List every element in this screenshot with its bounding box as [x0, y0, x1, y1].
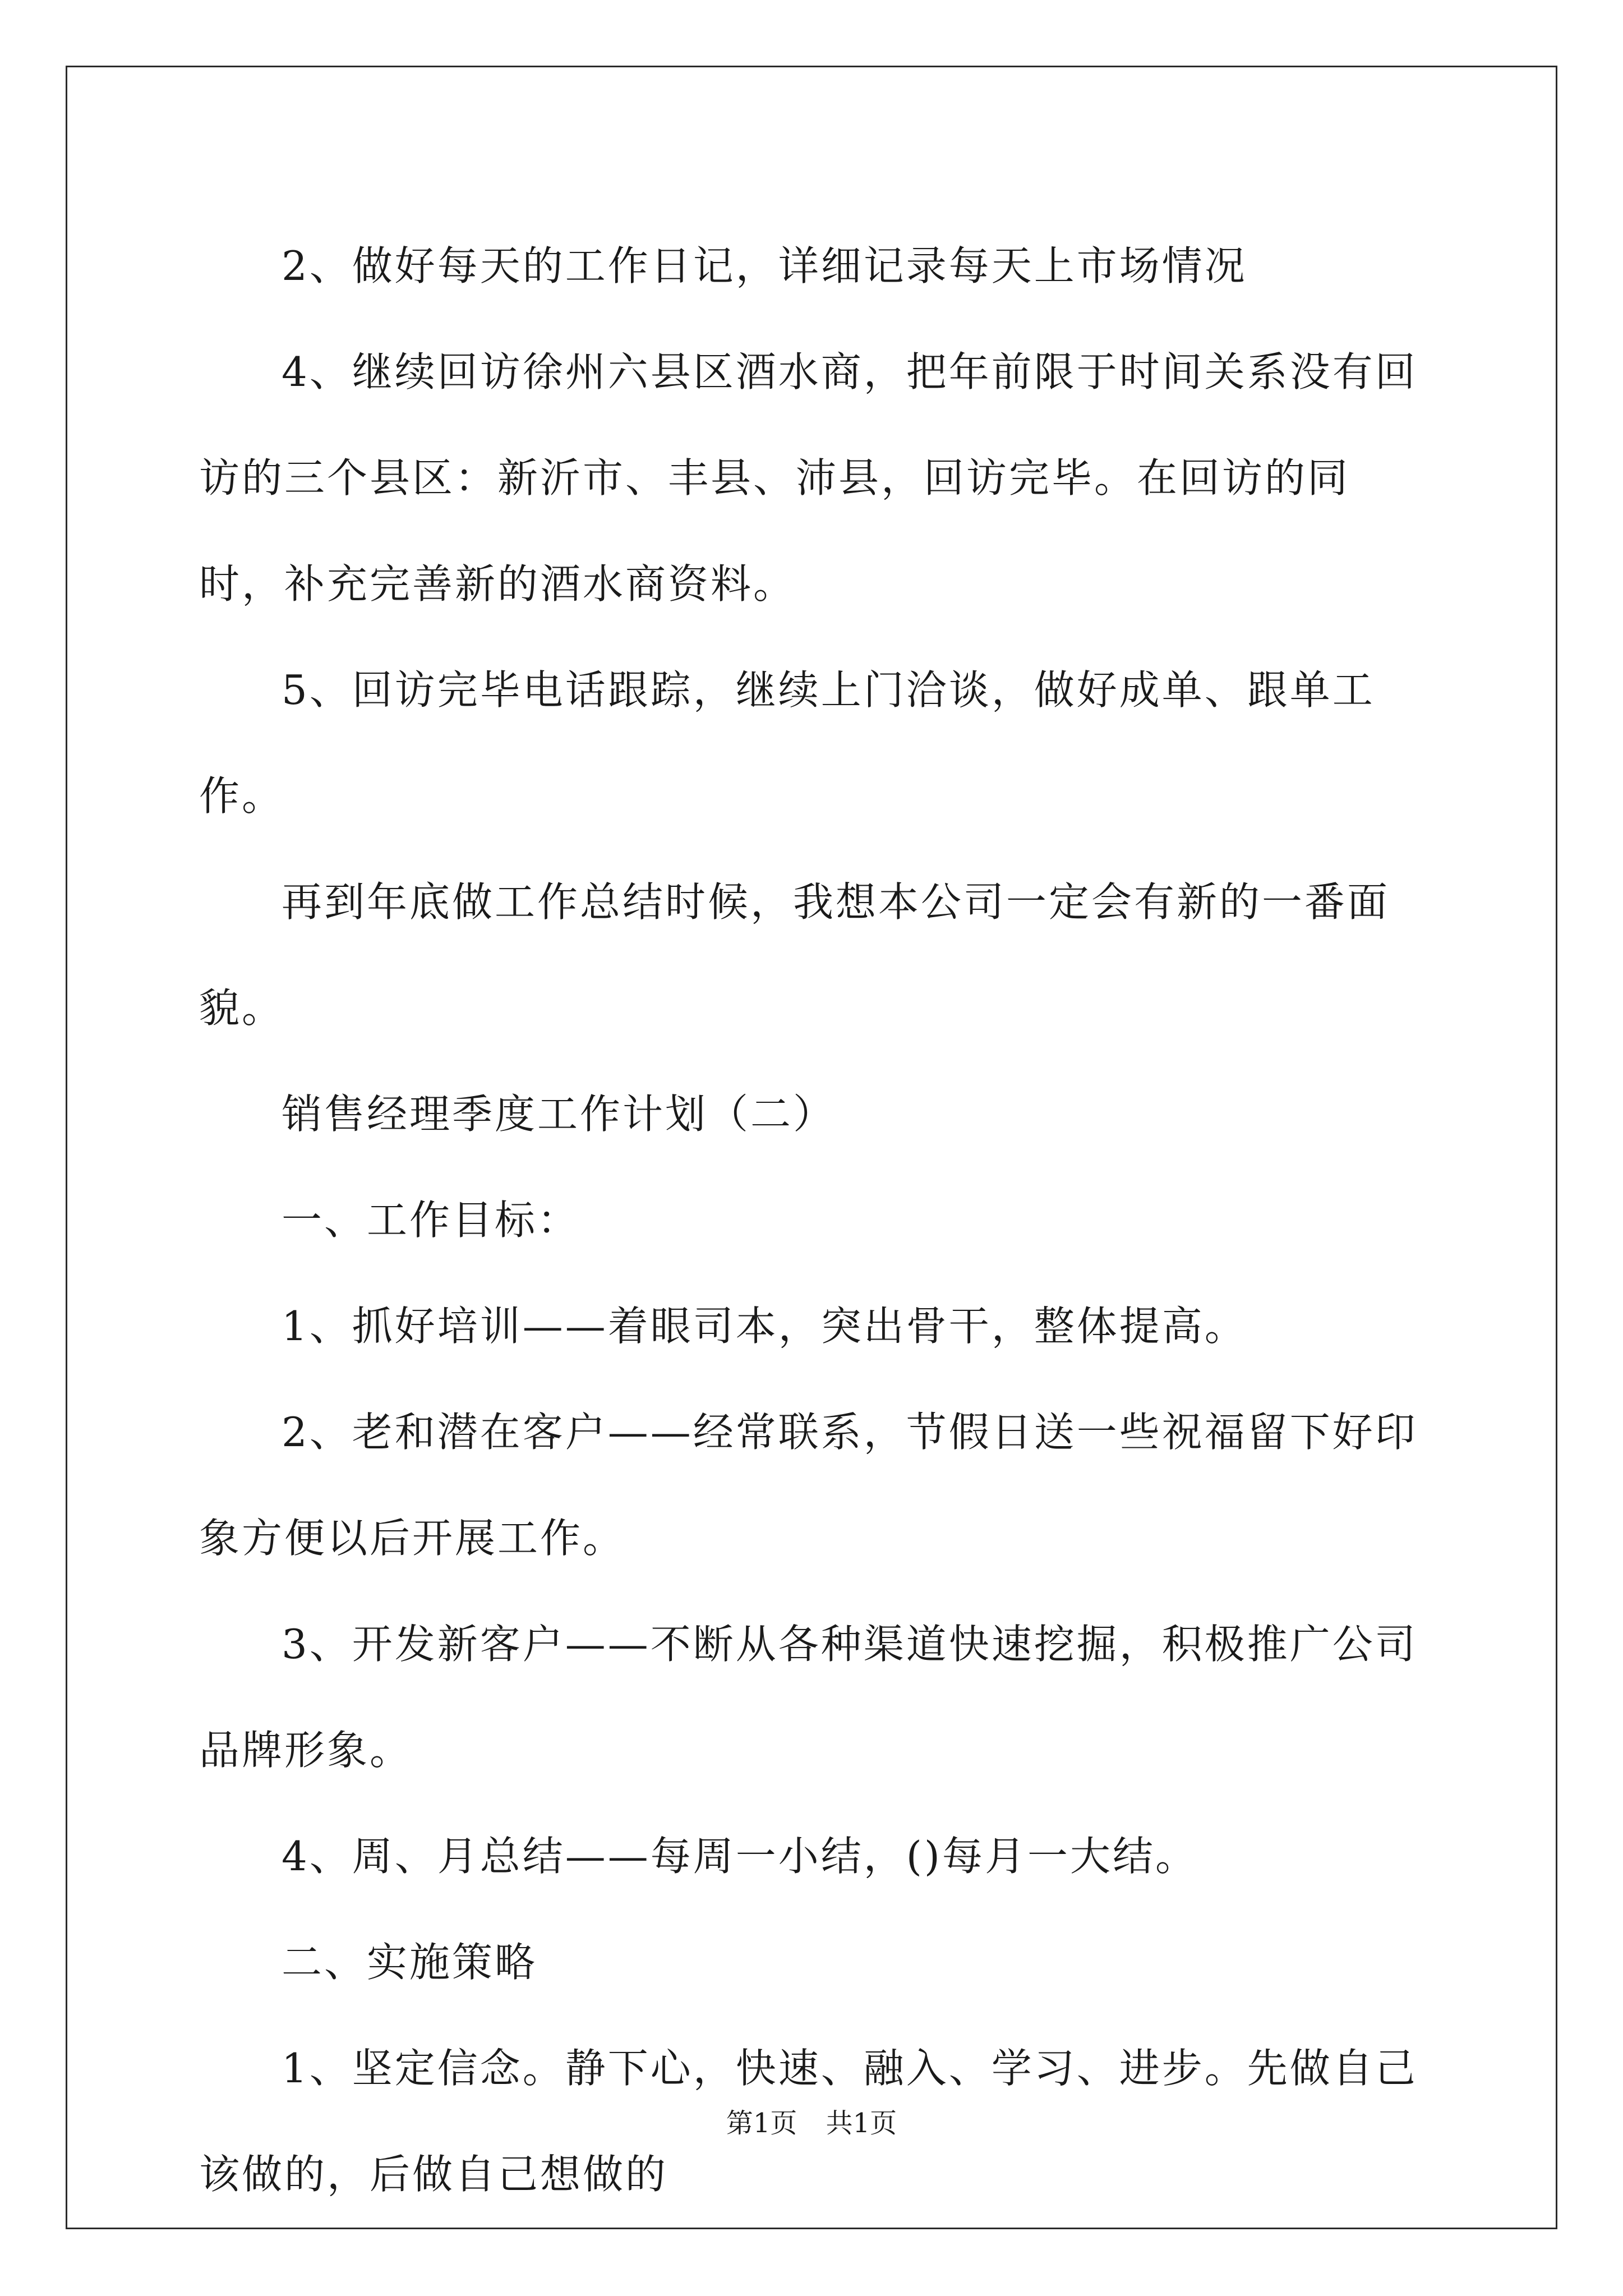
paragraph: 1、坚定信念。静下心，快速、融入、学习、进步。先做自己该做的，后做自己想做的 [199, 2045, 1418, 2198]
heading-strategy: 二、实施策略 [282, 1939, 538, 1986]
page-footer [0, 2106, 1623, 2140]
page-total: 共1页 [826, 2108, 897, 2139]
paragraph: 2、做好每天的工作日记，详细记录每天上市场情况 [282, 242, 1247, 289]
heading-goals: 一、工作目标： [282, 1197, 580, 1244]
document-body [199, 213, 1427, 2228]
paragraph: 4、周、月总结——每周一小结，()每月一大结。 [282, 1833, 1198, 1880]
section-title: 销售经理季度工作计划（二） [282, 1091, 836, 1138]
paragraph: 1、抓好培训——着眼司本，突出骨干，整体提高。 [282, 1303, 1247, 1350]
paragraph: 5、回访完毕电话跟踪，继续上门洽谈，做好成单、跟单工作。 [199, 666, 1375, 820]
paragraph: 再到年底做工作总结时候，我想本公司一定会有新的一番面貌。 [199, 878, 1390, 1032]
paragraph: 4、继续回访徐州六县区酒水商，把年前限于时间关系没有回访的三个县区：新沂市、丰县、沛县，回访完毕。在回访的同时，补充完善新的酒水商资料。 [199, 348, 1418, 608]
paragraph: 3、开发新客户——不断从各种渠道快速挖掘，积极推广公司品牌形象。 [199, 1621, 1418, 1774]
paragraph: 2、老和潜在客户——经常联系，节假日送一些祝福留下好印象方便以后开展工作。 [199, 1409, 1418, 1562]
page-number: 第1页 [726, 2108, 797, 2139]
